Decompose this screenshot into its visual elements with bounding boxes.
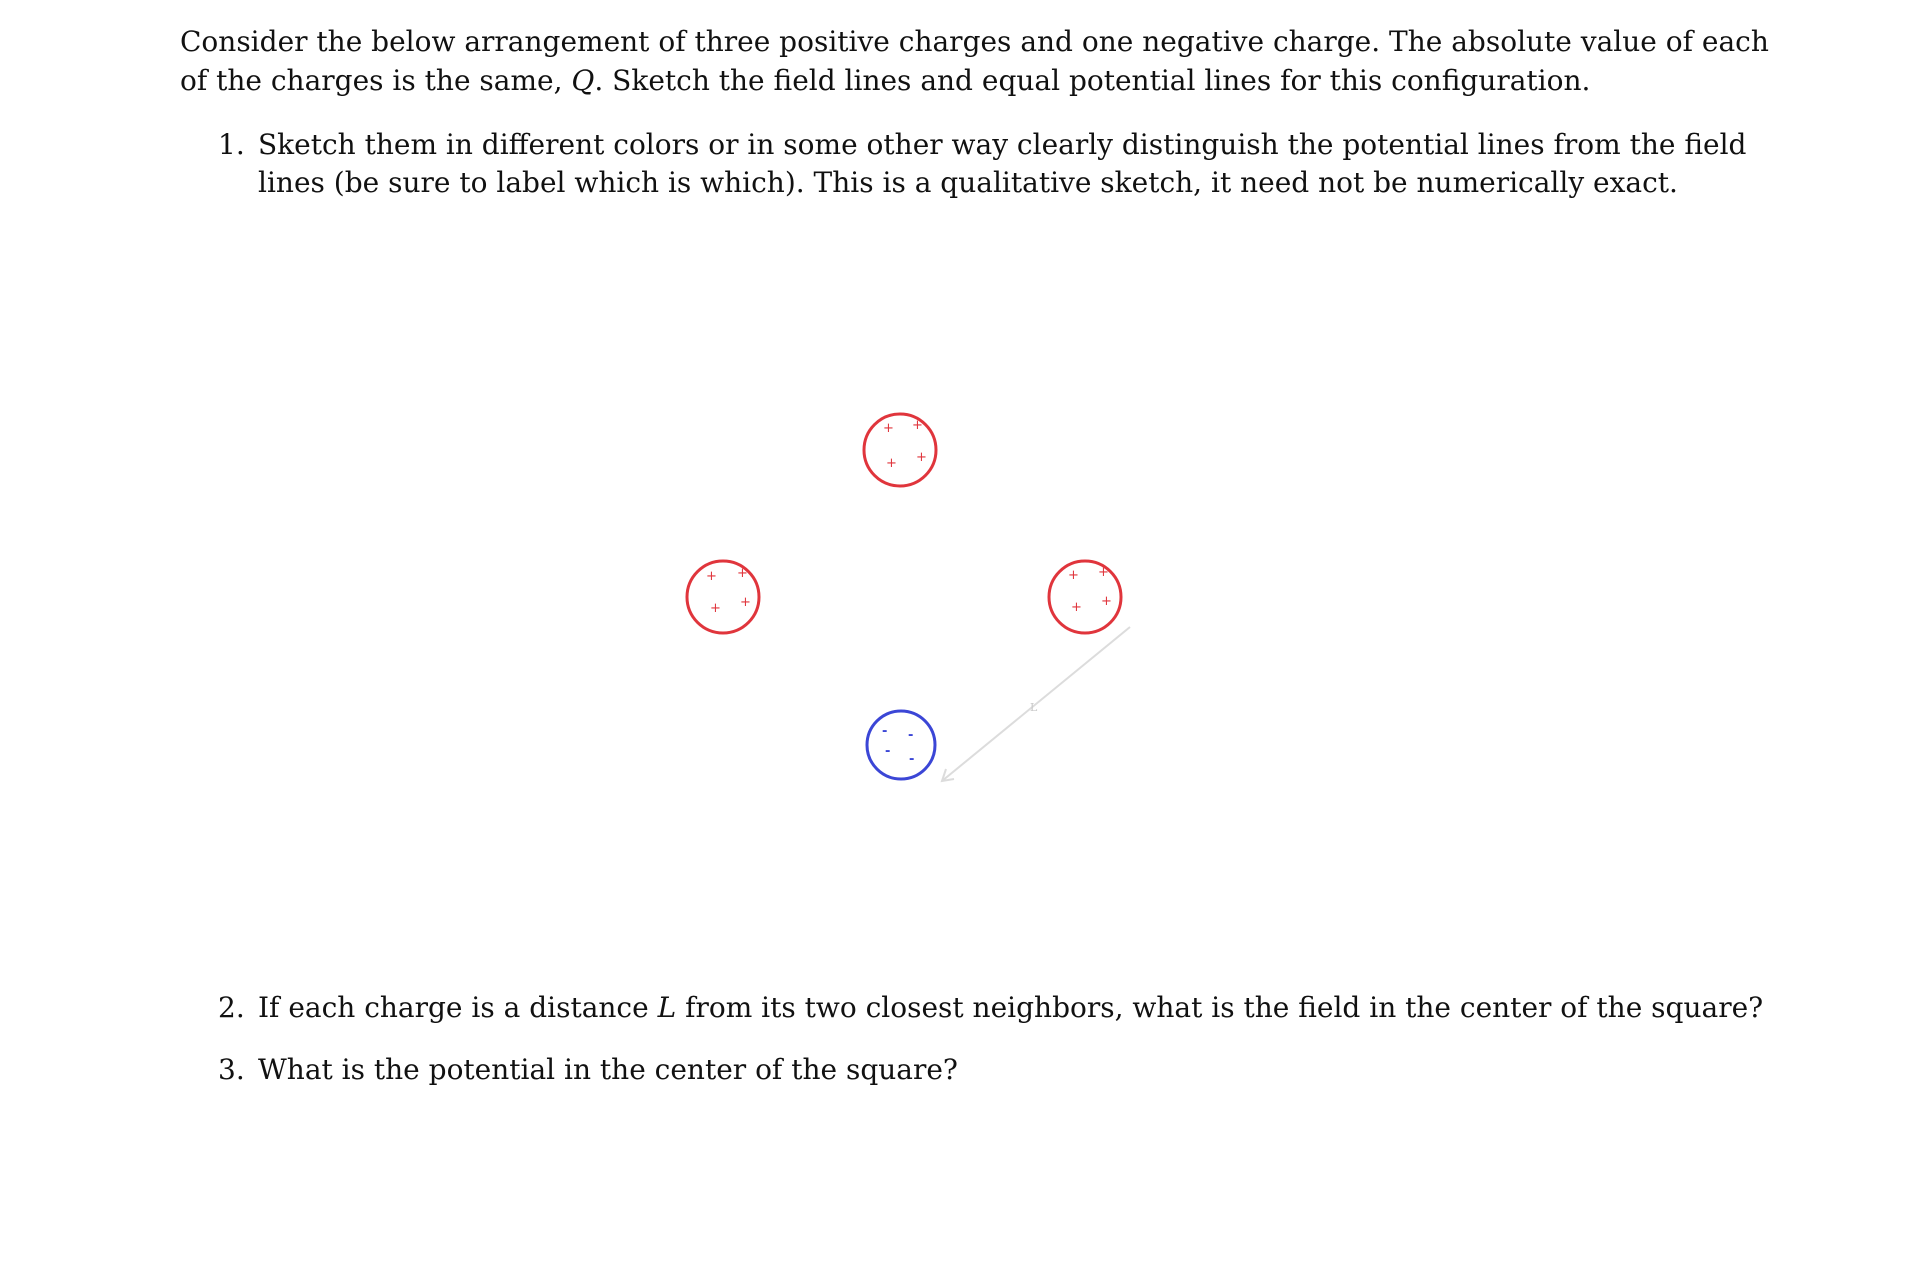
plus-sign: + xyxy=(710,601,721,616)
problem-intro xyxy=(180,22,1770,100)
question-2-text xyxy=(258,989,1778,1027)
intro-text-2: . Sketch the field lines and equal potential lines for this configuration. xyxy=(594,64,1591,97)
positive-charge-left xyxy=(687,561,759,633)
positive-charge-right xyxy=(1049,561,1121,633)
plus-sign: + xyxy=(1098,565,1109,580)
minus-sign: - xyxy=(882,724,888,739)
question-1-text: Sketch them in different colors or in some other way clearly distinguish the potential lines from the field lines (be sure to label which is which). This is a qualitative sketch, it need not be numerically exact. xyxy=(258,128,1747,199)
positive-charge-top xyxy=(864,414,936,486)
minus-sign: - xyxy=(908,728,914,743)
plus-sign: + xyxy=(886,456,897,471)
plus-sign: + xyxy=(737,566,748,581)
question-1-number: 1. xyxy=(218,128,245,161)
plus-sign: + xyxy=(706,569,717,584)
question-2-number: 2. xyxy=(218,991,245,1024)
distance-symbol-l: L xyxy=(657,991,677,1024)
minus-sign: - xyxy=(885,744,891,759)
question-3-text: What is the potential in the center of the square? xyxy=(258,1053,958,1086)
distance-label: L xyxy=(1030,701,1038,714)
question-3 xyxy=(218,1051,1778,1089)
negative-charge-circle xyxy=(867,711,935,779)
question-3-number: 3. xyxy=(218,1053,245,1086)
plus-sign: + xyxy=(1101,594,1112,609)
charge-arrangement-figure xyxy=(660,395,1140,795)
question-2-text-1: If each charge is a distance xyxy=(258,991,658,1024)
plus-sign: + xyxy=(1068,568,1079,583)
question-1 xyxy=(218,126,1778,202)
minus-sign: - xyxy=(909,752,915,767)
intro-text-1: Consider the below arrangement of three positive charges and one negative charge. The absolute value of each of the charges is the same, xyxy=(180,25,1769,97)
question-2-text-2: from its two closest neighbors, what is the field in the center of the square? xyxy=(676,991,1764,1024)
negative-charge-bottom xyxy=(867,711,935,779)
plus-sign: + xyxy=(916,450,927,465)
plus-sign: + xyxy=(912,418,923,433)
plus-sign: + xyxy=(1071,600,1082,615)
question-2 xyxy=(218,989,1778,1027)
charge-symbol-q: Q xyxy=(571,64,595,97)
plus-sign: + xyxy=(883,421,894,436)
distance-arrow xyxy=(942,627,1130,781)
plus-sign: + xyxy=(740,595,751,610)
